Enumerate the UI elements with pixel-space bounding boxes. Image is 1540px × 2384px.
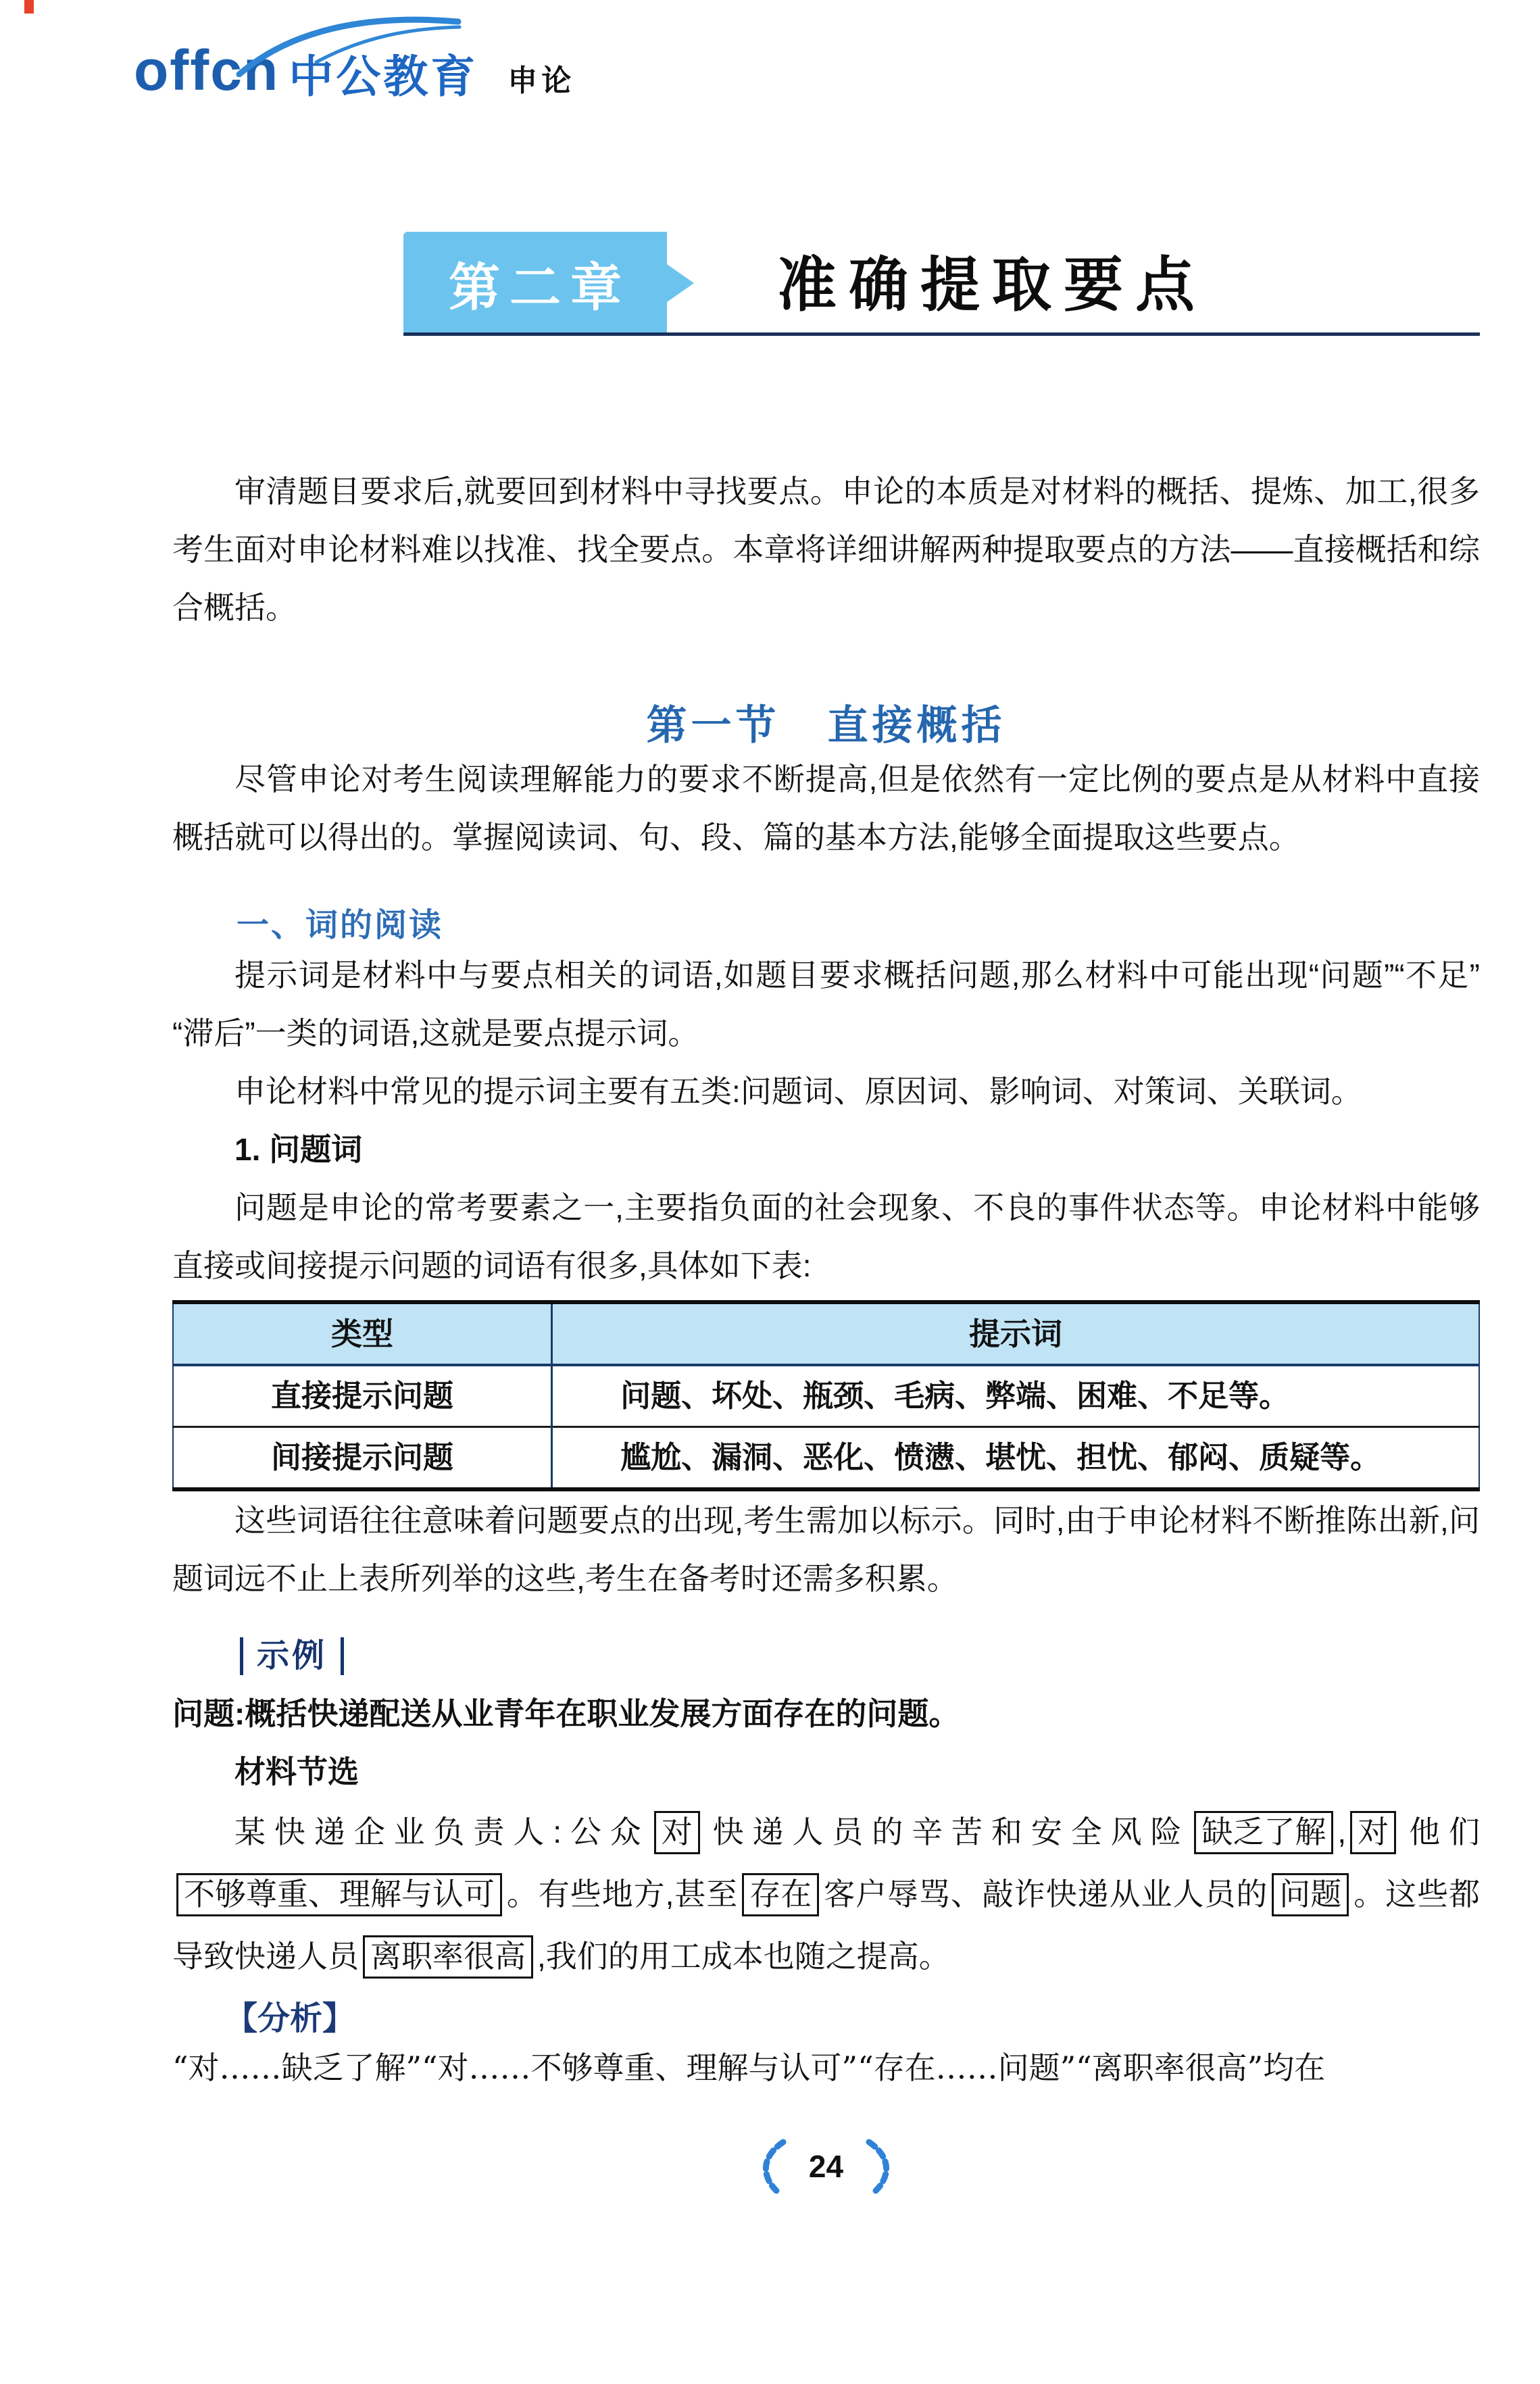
material-label: 材料节选 (234, 1754, 359, 1789)
analysis-label: 【分析】 (225, 2000, 355, 2037)
material-text-segment: 他们 (1400, 1814, 1481, 1849)
table-cell-tipwords: 问题、坏处、瓶颈、毛病、弊端、困难、不足等。 (552, 1365, 1479, 1427)
logo-latin: offcn (134, 39, 280, 102)
material-text-segment: 。这些都导致快递人员 (172, 1877, 1481, 1974)
table-header-row (173, 1302, 1479, 1365)
chapter-badge-label: 第二章 (449, 259, 631, 317)
material-text-segment: 。有些地方,甚至 (506, 1877, 739, 1912)
logo-cn-name: 中公教育 (289, 51, 478, 101)
page-number: 24 (808, 2149, 844, 2184)
page-footer (172, 2137, 1480, 2195)
example-question: 问题:概括快递配送从业青年在职业发展方面存在的问题。 (172, 1696, 960, 1731)
material-text-segment: 快递人员的辛苦和安全风险 (703, 1814, 1191, 1849)
problem-words-paragraph: 问题是申论的常考要素之一,主要指负面的社会现象、不良的事件状态等。申论材料中能够直接或间接提示问题的词语有很多,具体如下表: (172, 1190, 1480, 1283)
material-paragraph (172, 1801, 1480, 1987)
laurel-right-icon (861, 2138, 900, 2195)
example-marker: 示例 (240, 1637, 344, 1675)
boxed-keyword: 问题 (1272, 1873, 1349, 1916)
boxed-keyword: 缺乏了解 (1194, 1811, 1333, 1854)
tipword-paragraph-1: 提示词是材料中与要点相关的词语,如题目要求概括问题,那么材料中可能出现“问题”“不足”“滞后”一类的词语,这就是要点提示词。 (172, 958, 1480, 1051)
section-title (172, 701, 1480, 750)
subsection-title: 一、词的阅读 (237, 908, 444, 943)
table-row (173, 1427, 1479, 1490)
item-title-problem-words: 1. 问题词 (234, 1132, 363, 1167)
material-text-segment: , (1337, 1814, 1347, 1849)
section-part: 第一节 (646, 703, 780, 748)
table-cell-type: 间接提示问题 (173, 1427, 552, 1490)
chapter-title: 准确提取要点 (777, 251, 1208, 318)
material-text-segment: ,我们的用工成本也随之提高。 (537, 1939, 950, 1974)
table-row (173, 1365, 1479, 1427)
scan-artifact (24, 0, 34, 14)
analysis-paragraph: “对……缺乏了解”“对……不够尊重、理解与认可”“存在……问题”“离职率很高”均在 (172, 2050, 1326, 2086)
laurel-left-icon (752, 2138, 791, 2195)
intro-paragraph: 审清题目要求后,就要回到材料中寻找要点。申论的本质是对材料的概括、提炼、加工,很多考生面对申论材料难以找准、找全要点。本章将详细讲解两种提取要点的方法——直接概括和综合概括。 (172, 474, 1480, 625)
section-name: 直接概括 (827, 703, 1006, 748)
boxed-keyword: 存在 (742, 1873, 819, 1916)
material-text-segment: 某快递企业负责人:公众 (234, 1814, 650, 1849)
table-header-type: 类型 (173, 1302, 552, 1365)
table-cell-type: 直接提示问题 (173, 1365, 552, 1427)
material-text-segment: 客户辱骂、敲诈快递从业人员的 (823, 1877, 1268, 1912)
table-cell-tipwords: 尴尬、漏洞、恶化、愤懑、堪忧、担忧、郁闷、质疑等。 (552, 1427, 1479, 1490)
page-content (172, 0, 1480, 2195)
tipword-paragraph-2: 申论材料中常见的提示词主要有五类:问题词、原因词、影响词、对策词、关联词。 (234, 1074, 1362, 1109)
table-header-tipword: 提示词 (552, 1302, 1479, 1365)
subject-label: 申论 (507, 64, 576, 97)
after-table-paragraph: 这些词语往往意味着问题要点的出现,考生需加以标示。同时,由于申论材料不断推陈出新,问题词远不止上表所列举的这些,考生在备考时还需多积累。 (172, 1503, 1480, 1596)
boxed-keyword: 离职率很高 (363, 1935, 533, 1979)
boxed-keyword: 对 (1350, 1811, 1396, 1854)
tipwords-table (172, 1300, 1480, 1491)
boxed-keyword: 对 (654, 1811, 700, 1854)
section-intro-paragraph: 尽管申论对考生阅读理解能力的要求不断提高,但是依然有一定比例的要点是从材料中直接概括就可以得出的。掌握阅读词、句、段、篇的基本方法,能够全面提取这些要点。 (172, 762, 1480, 855)
boxed-keyword: 不够尊重、理解与认可 (176, 1873, 502, 1916)
